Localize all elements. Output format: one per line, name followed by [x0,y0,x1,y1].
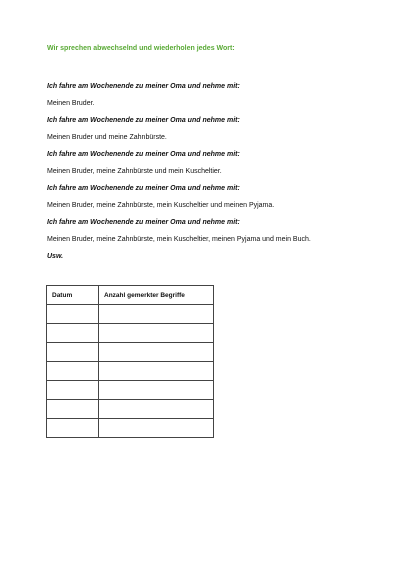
table-row [47,343,214,362]
count-cell[interactable] [99,419,214,438]
count-cell[interactable] [99,381,214,400]
column-header-date: Datum [47,286,99,305]
date-cell[interactable] [47,343,99,362]
count-cell[interactable] [99,362,214,381]
instruction-heading: Wir sprechen abwechselnd und wiederholen jedes Wort: [47,45,235,52]
answer-line: Meinen Bruder, meine Zahnbürste, mein Kuscheltier und meinen Pyjama. [47,202,275,209]
table-row [47,381,214,400]
table-row [47,324,214,343]
column-header-count: Anzahl gemerkter Begriffe [99,286,214,305]
answer-line: Meinen Bruder. [47,100,95,107]
prompt-line: Ich fahre am Wochenende zu meiner Oma und nehme mit: [47,219,240,226]
date-cell[interactable] [47,362,99,381]
count-cell[interactable] [99,324,214,343]
table-row [47,362,214,381]
table-row [47,419,214,438]
count-cell[interactable] [99,305,214,324]
answer-line: Meinen Bruder, meine Zahnbürste, mein Kuscheltier, meinen Pyjama und mein Buch. [47,236,311,243]
prompt-line: Ich fahre am Wochenende zu meiner Oma und nehme mit: [47,185,240,192]
answer-line: Meinen Bruder, meine Zahnbürste und mein Kuscheltier. [47,168,222,175]
table-row [47,400,214,419]
date-cell[interactable] [47,305,99,324]
etc-line: Usw. [47,253,64,260]
tracking-table [46,285,214,438]
answer-line: Meinen Bruder und meine Zahnbürste. [47,134,167,141]
prompt-line: Ich fahre am Wochenende zu meiner Oma und nehme mit: [47,151,240,158]
count-cell[interactable] [99,400,214,419]
table-row [47,305,214,324]
table-header-row [47,286,214,305]
count-cell[interactable] [99,343,214,362]
prompt-line: Ich fahre am Wochenende zu meiner Oma und nehme mit: [47,117,240,124]
date-cell[interactable] [47,381,99,400]
prompt-line: Ich fahre am Wochenende zu meiner Oma und nehme mit: [47,83,240,90]
date-cell[interactable] [47,419,99,438]
date-cell[interactable] [47,324,99,343]
date-cell[interactable] [47,400,99,419]
